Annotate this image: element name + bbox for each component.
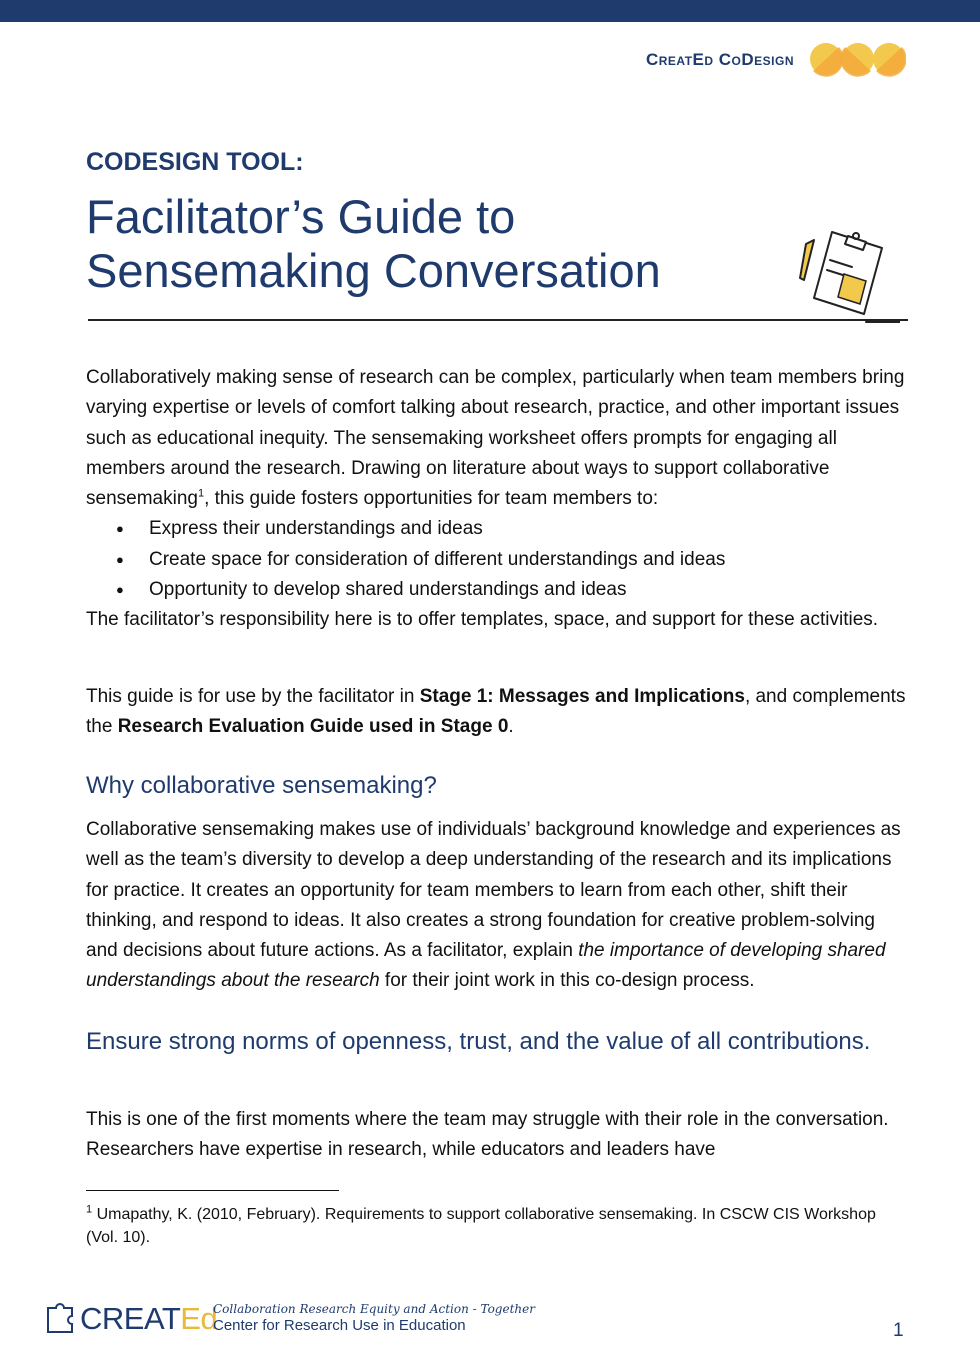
section-heading: Ensure strong norms of openness, trust, and the value of all contributions. (86, 1028, 871, 1055)
tool-eyebrow: CODESIGN TOOL: (86, 148, 304, 176)
clipboard-icon (796, 222, 900, 326)
page-number: 1 (893, 1320, 904, 1341)
intro-section (86, 363, 911, 636)
usage-paragraph: This guide is for use by the facilitator in Stage 1: Messages and Implications, and complements the Research Evaluation Guide used in Stage 0. (86, 686, 906, 738)
footnote-ref[interactable]: 1 (197, 487, 205, 500)
title-rule (88, 319, 908, 321)
list-item: ● Opportunity to develop shared understandings and ideas (86, 575, 911, 605)
brand-circles-icon (808, 41, 906, 77)
intro-paragraph: Collaboratively making sense of research can be complex, particularly when team members bring varying expertise or levels of comfort talking about research, practice, and other important issues such as educational inequity. The sensemaking worksheet offers prompts for engaging all members around the research. Drawing on literature about ways to support collaborative sensemaking$^1$, this guide fosters opportunities for team members to: (86, 367, 905, 510)
puzzle-logo-icon (44, 1300, 76, 1336)
norms-paragraph: This is one of the first moments where the team may struggle with their role in the conversation. Researchers have expertise in research, while educators and leaders have (86, 1109, 889, 1161)
org-name: Center for Research Use in Education (213, 1317, 466, 1334)
footnote: $^1$ Umapathy, K. (2010, February). Requirements to support collaborative sensemaking. In CSCW CIS Workshop (Vol. 10). (86, 1203, 876, 1246)
org-logo: CREATEd (80, 1301, 218, 1336)
sensemaking-paragraph: Collaborative sensemaking makes use of individuals’ background knowledge and experiences as well as the team’s diversity to develop a deep understanding of the research and its implications for practice. It creates an opportunity for team members to learn from each other, shift their thinking, and respond to ideas. It also creates a strong foundation for creative problem-solving and decisions about future actions. As a facilitator, explain the importance of developing shared understandings about the research for their joint work in this co-design process. (86, 819, 901, 992)
list-item: ● Create space for consideration of different understandings and ideas (86, 545, 911, 575)
org-tagline: Collaboration Research Equity and Action - Together (213, 1302, 535, 1316)
list-item: ● Express their understandings and ideas (86, 514, 911, 544)
top-bar (0, 0, 980, 22)
facilitator-paragraph: The facilitator’s responsibility here is to offer templates, space, and support for these activities. (86, 609, 879, 631)
title-line-1: Facilitator’s Guide to (86, 190, 516, 243)
title-line-2: Sensemaking Conversation (86, 244, 661, 297)
footnote-rule (86, 1190, 339, 1191)
brand-name: CreatEd CoDesign (645, 50, 794, 69)
section-heading: Why collaborative sensemaking? (86, 772, 437, 799)
bullet-list (86, 514, 911, 605)
page-title (86, 190, 661, 298)
